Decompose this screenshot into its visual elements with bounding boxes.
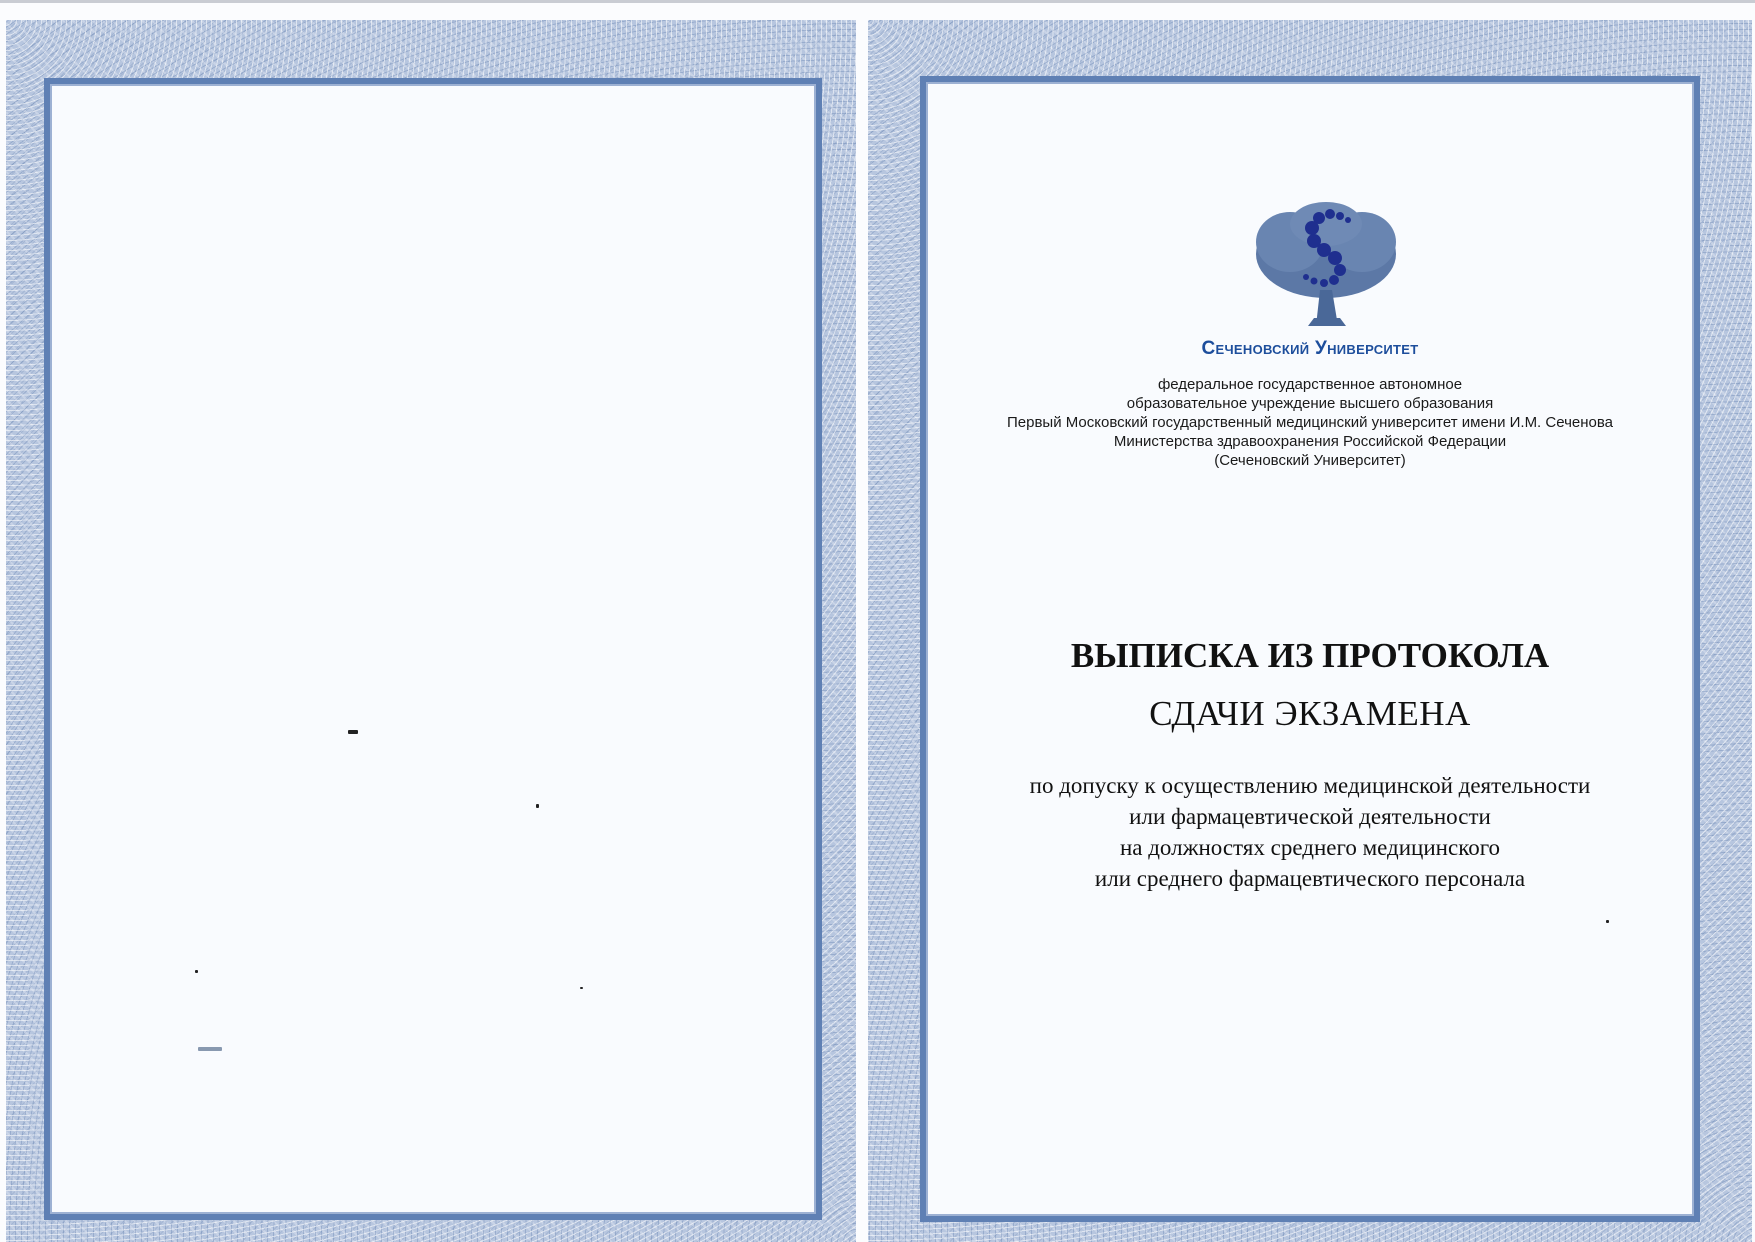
left-page-frame bbox=[44, 78, 822, 1220]
document-purpose bbox=[926, 770, 1694, 894]
sechenov-tree-logo bbox=[1250, 202, 1402, 330]
university-name: Сеченовский Университет bbox=[1201, 338, 1419, 359]
scan-speck bbox=[580, 987, 583, 989]
institution-line: (Сеченовский Университет) bbox=[1214, 452, 1406, 469]
right-page-frame bbox=[920, 76, 1700, 1222]
document-subtitle: СДАЧИ ЭКЗАМЕНА bbox=[1149, 694, 1471, 733]
purpose-line: по допуску к осуществлению медицинской деятельности bbox=[1029, 773, 1591, 798]
scan-speck bbox=[198, 1047, 222, 1051]
institution-line: федеральное государственное автономное bbox=[1157, 376, 1463, 393]
scan-edge bbox=[0, 0, 1755, 3]
right-page bbox=[868, 20, 1752, 1242]
institution-line: Министерства здравоохранения Российской Федерации bbox=[1113, 433, 1507, 450]
scan-speck bbox=[1606, 920, 1609, 923]
institution-details bbox=[926, 375, 1694, 470]
scan-speck bbox=[195, 970, 198, 973]
purpose-line: или среднего фармацевтического персонала bbox=[1094, 866, 1526, 891]
institution-line: образовательное учреждение высшего образования bbox=[1126, 395, 1494, 412]
institution-line: Первый Московский государственный медицинский университет имени И.М. Сеченова bbox=[1006, 414, 1613, 431]
left-page bbox=[6, 20, 856, 1242]
purpose-line: на должностях среднего медицинского bbox=[1119, 835, 1501, 860]
purpose-line: или фармацевтической деятельности bbox=[1129, 804, 1491, 829]
scan-speck bbox=[348, 730, 358, 734]
scan-speck bbox=[536, 804, 539, 808]
document-title: ВЫПИСКА ИЗ ПРОТОКОЛА bbox=[1070, 636, 1550, 675]
